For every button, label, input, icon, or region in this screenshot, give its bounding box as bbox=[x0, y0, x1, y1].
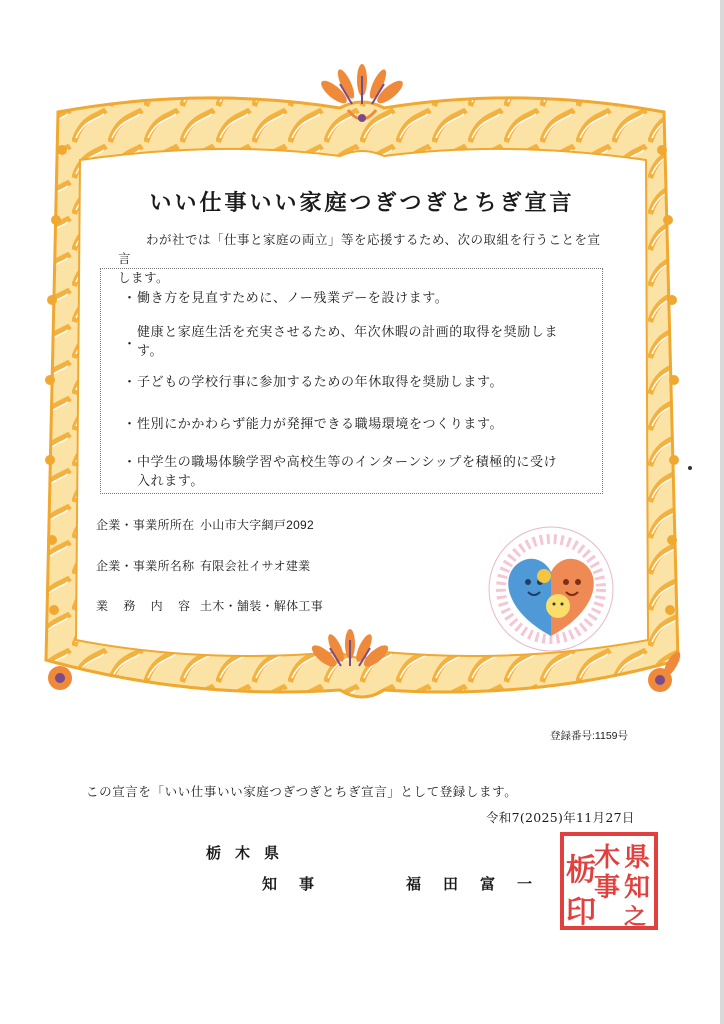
svg-text:県: 県 bbox=[624, 843, 651, 873]
registration-statement: この宣言を「いい仕事いい家庭つぎつぎとちぎ宣言」として登録します。 bbox=[86, 784, 518, 799]
action-item: ・ 子どもの学校行事に参加するための年休取得を奨励します。 bbox=[123, 375, 504, 390]
certificate-title: いい仕事いい家庭つぎつぎとちぎ宣言 bbox=[149, 190, 575, 216]
svg-text:印: 印 bbox=[566, 895, 596, 930]
business-value: 土木・舗装・解体工事 bbox=[200, 599, 324, 613]
company-business bbox=[96, 597, 323, 614]
action-item: ・ 働き方を見直すために、ノー残業デーを設けます。 bbox=[123, 291, 449, 306]
address-label: 企業・事業所所在 bbox=[96, 518, 195, 532]
name-value: 有限会社イサオ建業 bbox=[200, 559, 311, 573]
name-label: 企業・事業所名称 bbox=[96, 559, 195, 573]
action-item: ・ 性別にかかわらず能力が発揮できる職場環境をつくります。 bbox=[123, 417, 504, 432]
action-item: ・ 中学生の職場体験学習や高校生等のインターンシップを積極的に受け 入れます。 bbox=[123, 455, 558, 489]
margin-mark bbox=[688, 466, 692, 470]
svg-text:之: 之 bbox=[624, 904, 647, 930]
prefecture-name: 栃木県 bbox=[206, 844, 294, 862]
registration-date: 令和7(2025)年11月27日 bbox=[486, 810, 635, 825]
action-item: ・ 健康と家庭生活を充実させるため、年次休暇の計画的取得を奨励しま す。 bbox=[123, 325, 559, 359]
intro-line-1: わが社では「仕事と家庭の両立」等を応援するため、次の取組を行うことを宣言 bbox=[118, 232, 601, 266]
company-name bbox=[96, 557, 310, 574]
svg-text:木: 木 bbox=[594, 843, 621, 873]
business-label: 業 務 内 容 bbox=[96, 599, 197, 613]
official-seal-icon bbox=[558, 830, 660, 932]
governor-title: 知事 bbox=[262, 875, 337, 893]
address-value: 小山市大字網戸2092 bbox=[200, 518, 314, 532]
governor-name: 福田富一 bbox=[406, 875, 555, 893]
governor-signature bbox=[262, 873, 554, 894]
svg-text:事: 事 bbox=[594, 873, 621, 903]
heart-logo-icon bbox=[486, 524, 616, 654]
action-list bbox=[100, 268, 603, 494]
svg-text:栃: 栃 bbox=[566, 853, 596, 888]
svg-text:知: 知 bbox=[624, 873, 651, 903]
intro-line-2: します。 bbox=[118, 270, 170, 285]
company-address bbox=[96, 516, 314, 533]
registration-number: 登録番号:1159号 bbox=[550, 730, 628, 742]
